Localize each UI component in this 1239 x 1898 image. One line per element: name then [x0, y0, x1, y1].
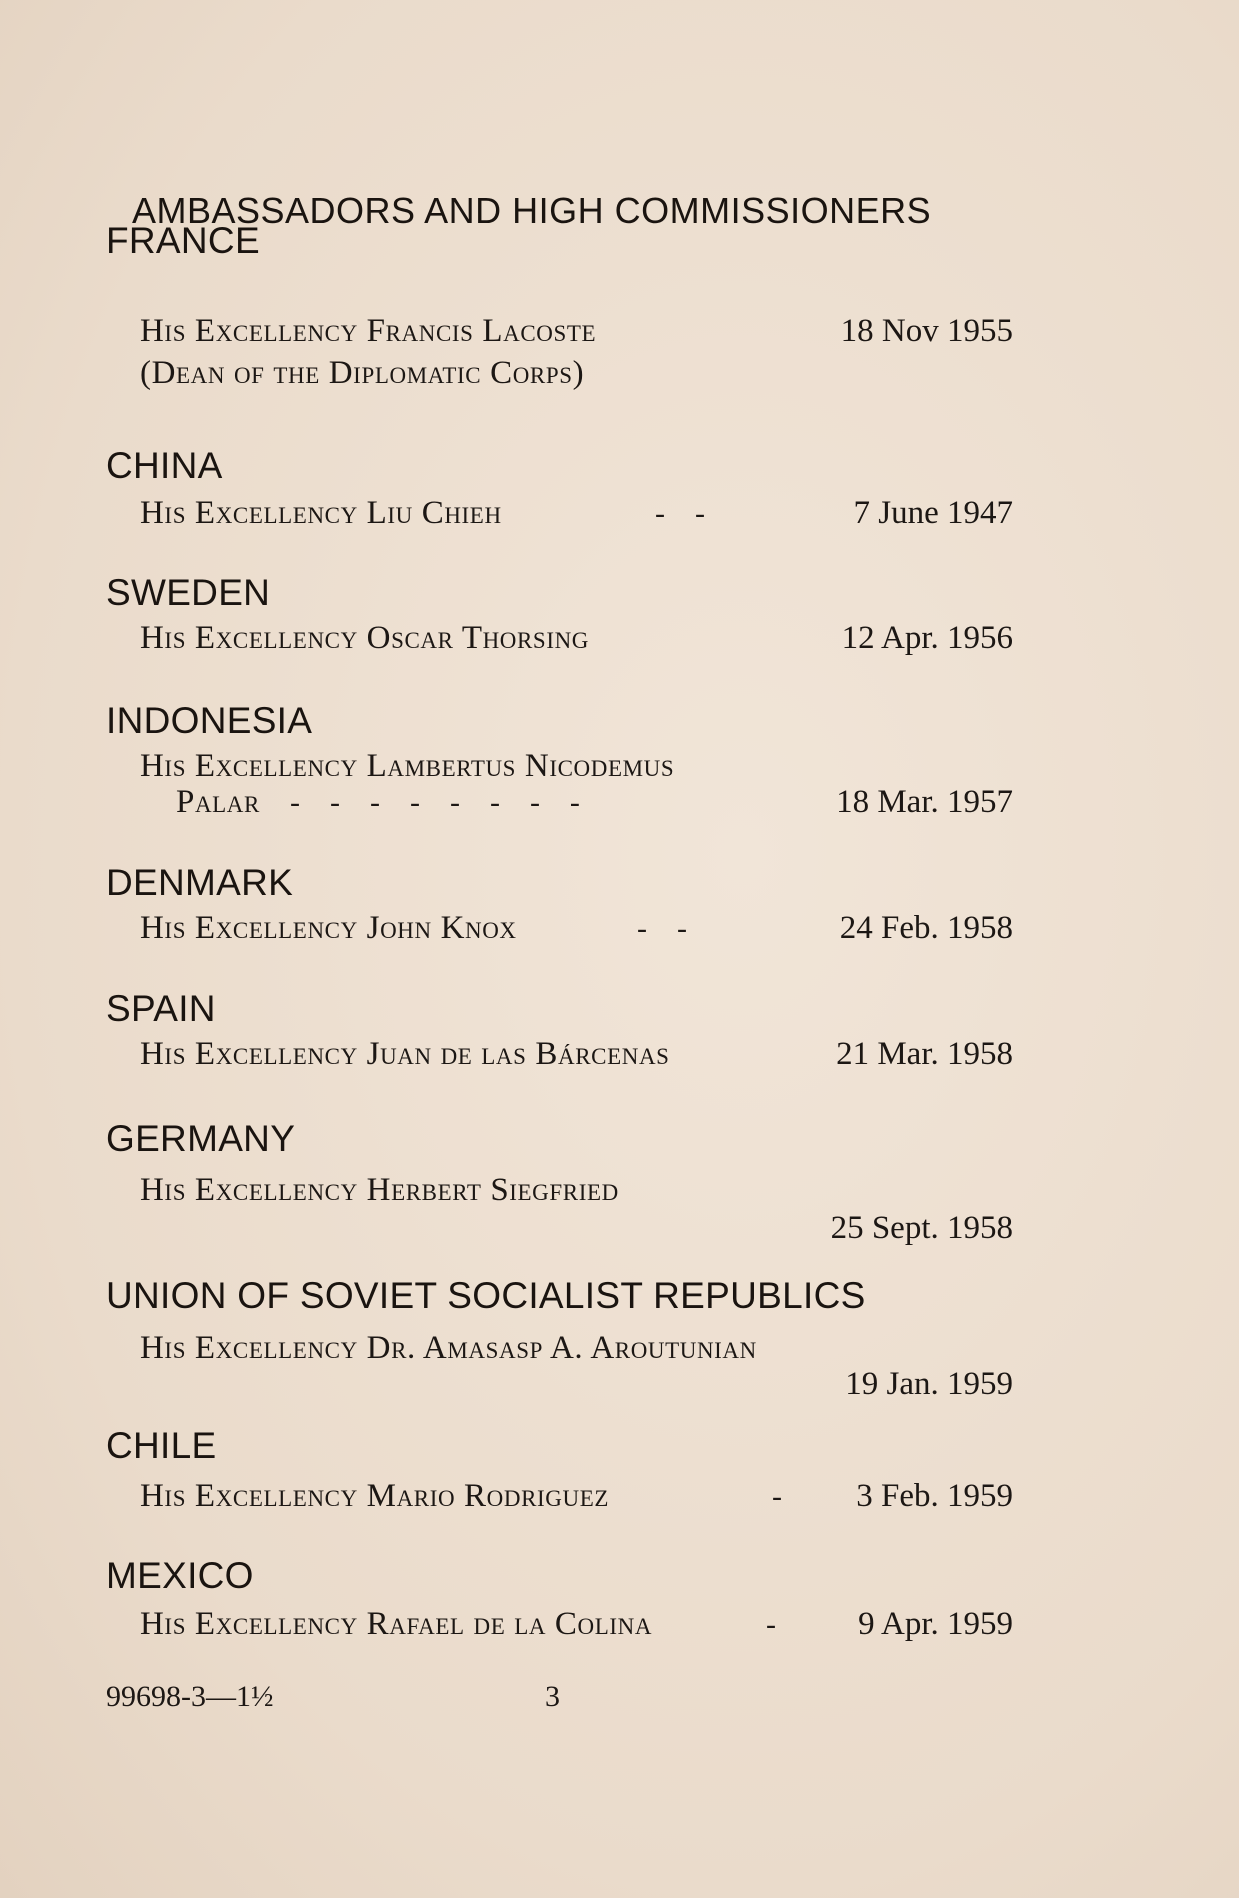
country-name: MEXICO — [106, 1555, 254, 1596]
country-name: SPAIN — [106, 988, 216, 1029]
appointment-date: 18 Mar. 1957 — [836, 784, 1013, 820]
appointment-date: 9 Apr. 1959 — [858, 1606, 1013, 1642]
appointment-date: 12 Apr. 1956 — [841, 620, 1013, 656]
appointment-date: 21 Mar. 1958 — [836, 1036, 1013, 1072]
leader-dashes: - — [766, 1608, 776, 1641]
appointment-date: 19 Jan. 1959 — [845, 1366, 1013, 1402]
ambassador-name: His Excellency Liu Chieh — [140, 495, 502, 531]
ambassador-note: (Dean of the Diplomatic Corps) — [140, 355, 585, 391]
leader-dashes: - - - - - - - - — [290, 786, 580, 819]
appointment-date: 25 Sept. 1958 — [830, 1210, 1013, 1246]
print-code: 99698-3—1½ — [106, 1680, 274, 1713]
country-name: DENMARK — [106, 862, 294, 903]
appointment-date: 24 Feb. 1958 — [839, 910, 1013, 946]
ambassador-name: His Excellency Dr. Amasasp A. Aroutunian — [140, 1330, 757, 1366]
appointment-date: 7 June 1947 — [853, 495, 1013, 531]
ambassador-name: His Excellency Francis Lacoste — [140, 313, 597, 349]
country-name: GERMANY — [106, 1118, 296, 1159]
page-number: 3 — [545, 1680, 560, 1713]
ambassador-name: His Excellency Mario Rodriguez — [140, 1478, 610, 1514]
appointment-date: 18 Nov 1955 — [840, 313, 1013, 349]
country-name: CHINA — [106, 445, 223, 486]
page-heading: AMBASSADORS AND HIGH COMMISSIONERS — [132, 190, 932, 231]
country-name: SWEDEN — [106, 572, 271, 613]
ambassador-name: His Excellency Rafael de la Colina — [140, 1606, 653, 1642]
country-name: UNION OF SOVIET SOCIALIST REPUBLICS — [106, 1275, 866, 1316]
ambassador-name: His Excellency John Knox — [140, 910, 517, 946]
leader-dashes: - — [772, 1480, 782, 1513]
country-name: INDONESIA — [106, 700, 313, 741]
country-name: FRANCE — [106, 220, 260, 261]
leader-dashes: - - — [637, 912, 687, 945]
ambassador-name: His Excellency Lambertus Nicodemus — [140, 748, 675, 784]
ambassador-name: His Excellency Juan de las Bárcenas — [140, 1036, 670, 1072]
ambassador-name: His Excellency Oscar Thorsing — [140, 620, 590, 656]
appointment-date: 3 Feb. 1959 — [856, 1478, 1013, 1514]
ambassador-name-continued: Palar — [176, 784, 260, 820]
leader-dashes: - - — [655, 497, 705, 530]
ambassador-name: His Excellency Herbert Siegfried — [140, 1172, 619, 1208]
country-name: CHILE — [106, 1425, 217, 1466]
